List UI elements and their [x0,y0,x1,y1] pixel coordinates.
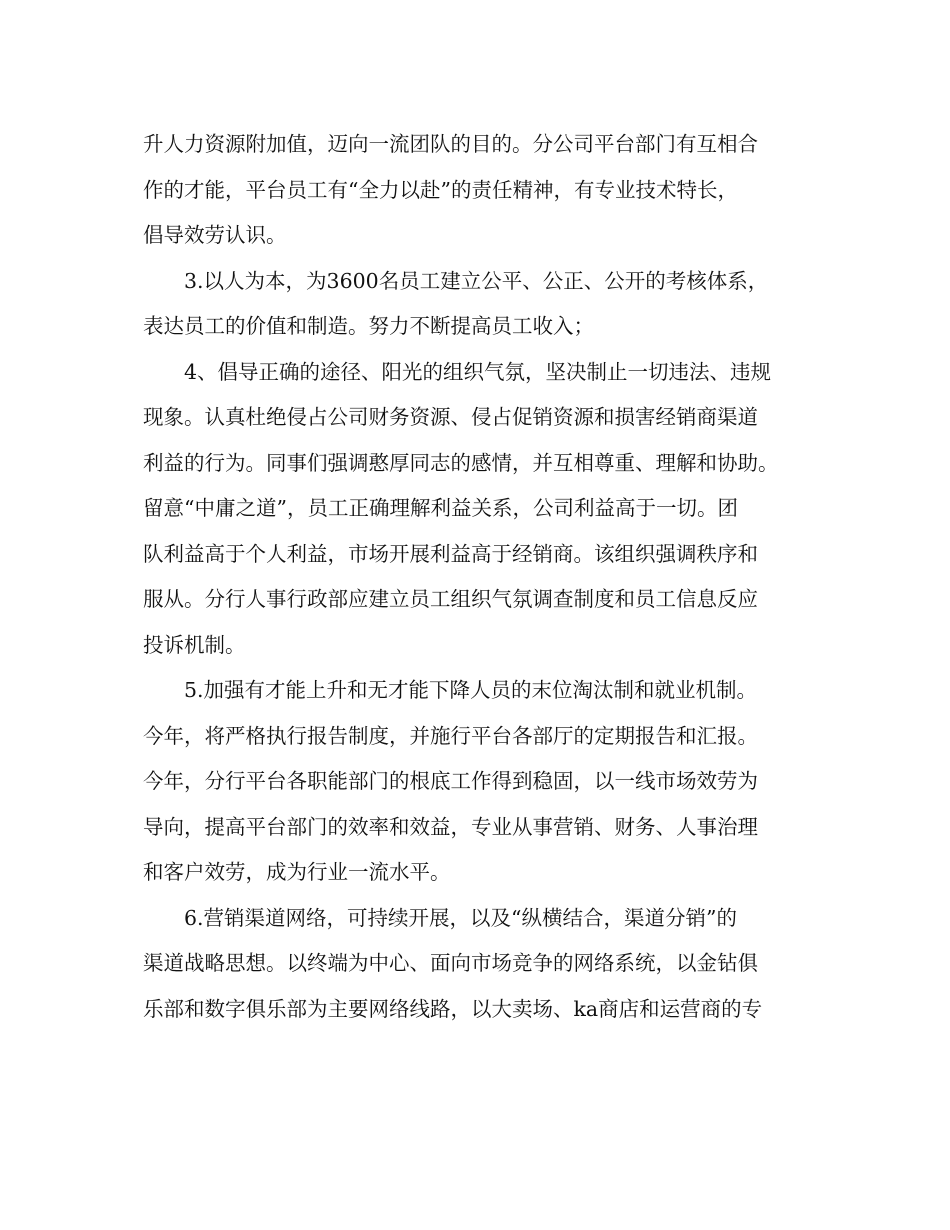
text-line: 队利益高于个人利益，市场开展利益高于经销商。该组织强调秩序和 [143,541,758,566]
text-line: 今年，将严格执行报告制度，并施行平台各部厅的定期报告和汇报。 [143,723,758,748]
text-line: 服从。分行人事行政部应建立员工组织气氛调查制度和员工信息反应 [143,587,758,611]
text-line: 倡导效劳认识。 [143,223,287,247]
text-line: 表达员工的价值和制造。努力不断提高员工收入； [143,314,594,338]
body-text [143,122,823,1032]
text-line: 乐部和数字俱乐部为主要网络线路，以大卖场、ka商店和运营商的专 [143,996,763,1021]
text-line: 升人力资源附加值，迈向一流团队的目的。分公司平台部门有互相合 [143,132,758,156]
text-line-item-5: 5.加强有才能上升和无才能下降人员的末位淘汰制和就业机制。 [184,678,758,702]
text-line: 投诉机制。 [143,632,246,657]
text-line: 导向，提高平台部门的效率和效益，专业从事营销、财务、人事治理 [143,814,758,839]
text-line: 留意“中庸之道”，员工正确理解利益关系，公司利益高于一切。团 [143,496,738,520]
text-line: 今年，分行平台各职能部门的根底工作得到稳固，以一线市场效劳为 [143,769,758,793]
text-line: 和客户效劳，成为行业一流水平。 [143,860,451,884]
text-line: 渠道战略思想。以终端为中心、面向市场竞争的网络系统，以金钻俱 [143,951,758,975]
text-line-item-4: 4、倡导正确的途径、阳光的组织气氛，坚决制止一切违法、违规 [184,359,772,384]
text-line: 作的才能，平台员工有“全力以赴”的责任精神，有专业技术特长， [143,177,738,202]
text-line-item-3: 3.以人为本，为3600名员工建立公平、公正、公开的考核体系， [184,268,769,293]
text-line-item-6: 6.营销渠道网络，可持续开展，以及“纵横结合，渠道分销”的 [184,905,738,930]
text-line: 利益的行为。同事们强调憨厚同志的感情，并互相尊重、理解和协助。 [143,450,779,475]
text-line: 现象。认真杜绝侵占公司财务资源、侵占促销资源和损害经销商渠道 [143,405,758,429]
